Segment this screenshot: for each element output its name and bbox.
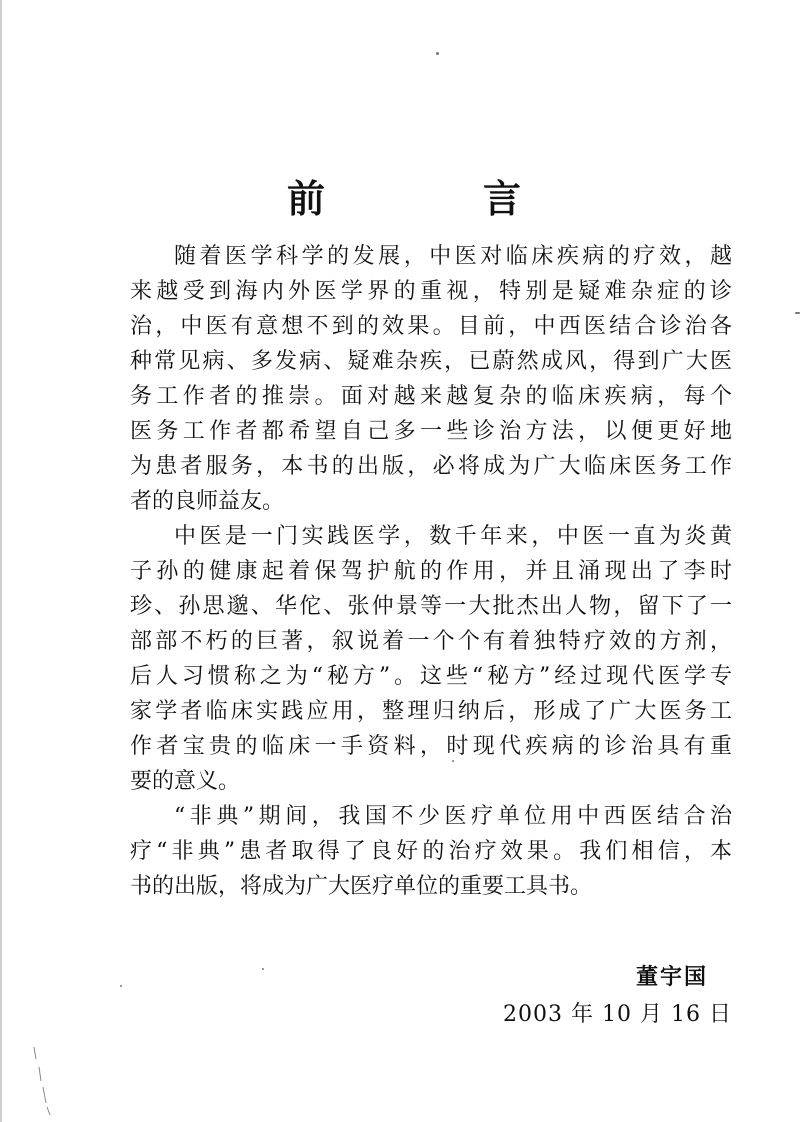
scan-artifact-mark [30, 1045, 54, 1117]
paragraph-line: 作者宝贵的临床一手资料，时现代疾病的诊治具有重 [130, 734, 732, 759]
document-date: 2003 年 10 月 16 日 [503, 1002, 732, 1027]
paragraph-line: 书的出版，将成为广大医疗单位的重要工具书。 [130, 874, 593, 899]
paragraph-line: 家学者临床实践应用，整理归纳后，形成了广大医务工 [130, 699, 732, 724]
paragraph-line: 后人习惯称之为“秘方”。这些“秘方”经过现代医学专 [130, 664, 732, 689]
paragraph-line: 为患者服务，本书的出版，必将成为广大临床医务工作 [130, 454, 732, 479]
scan-speck [452, 760, 454, 762]
scan-speck [262, 968, 264, 970]
paragraph-line: 务工作者的推崇。面对越来越复杂的临床疾病，每个 [130, 384, 732, 409]
page-title: 前 言 [286, 176, 581, 222]
scan-speck [795, 312, 800, 314]
paragraph-line: 子孙的健康起着保驾护航的作用，并且涌现出了李时 [130, 559, 732, 584]
author-signature: 董宇国 [635, 964, 708, 990]
paragraph-line: 医务工作者都希望自己多一些诊治方法，以便更好地 [130, 419, 732, 444]
paragraph-line: 要的意义。 [130, 769, 241, 794]
paragraph-line: 疗“非典”患者取得了良好的治疗效果。我们相信，本 [130, 839, 732, 864]
paragraph-line: 珍、孙思邈、华佗、张仲景等一大批杰出人物，留下了一 [130, 594, 732, 619]
paragraph-line: 者的良师益友。 [130, 489, 285, 514]
paragraph-line: 随着医学科学的发展，中医对临床疾病的疗效，越 [174, 244, 732, 269]
scan-speck [436, 52, 439, 55]
paragraph-line: 治，中医有意想不到的效果。目前，中西医结合诊治各 [130, 314, 732, 339]
paragraph-line: 来越受到海内外医学界的重视，特别是疑难杂症的诊 [130, 279, 732, 304]
paragraph-line: 中医是一门实践医学，数千年来，中医一直为炎黄 [174, 524, 732, 549]
page-edge-line [0, 0, 2, 1122]
paragraph-line: “非典”期间，我国不少医疗单位用中西医结合治 [174, 804, 732, 829]
paragraph-line: 种常见病、多发病、疑难杂疾，已蔚然成风，得到广大医 [130, 349, 732, 374]
scan-speck [120, 985, 122, 987]
paragraph-line: 部部不朽的巨著，叙说着一个个有着独特疗效的方剂， [130, 629, 732, 654]
